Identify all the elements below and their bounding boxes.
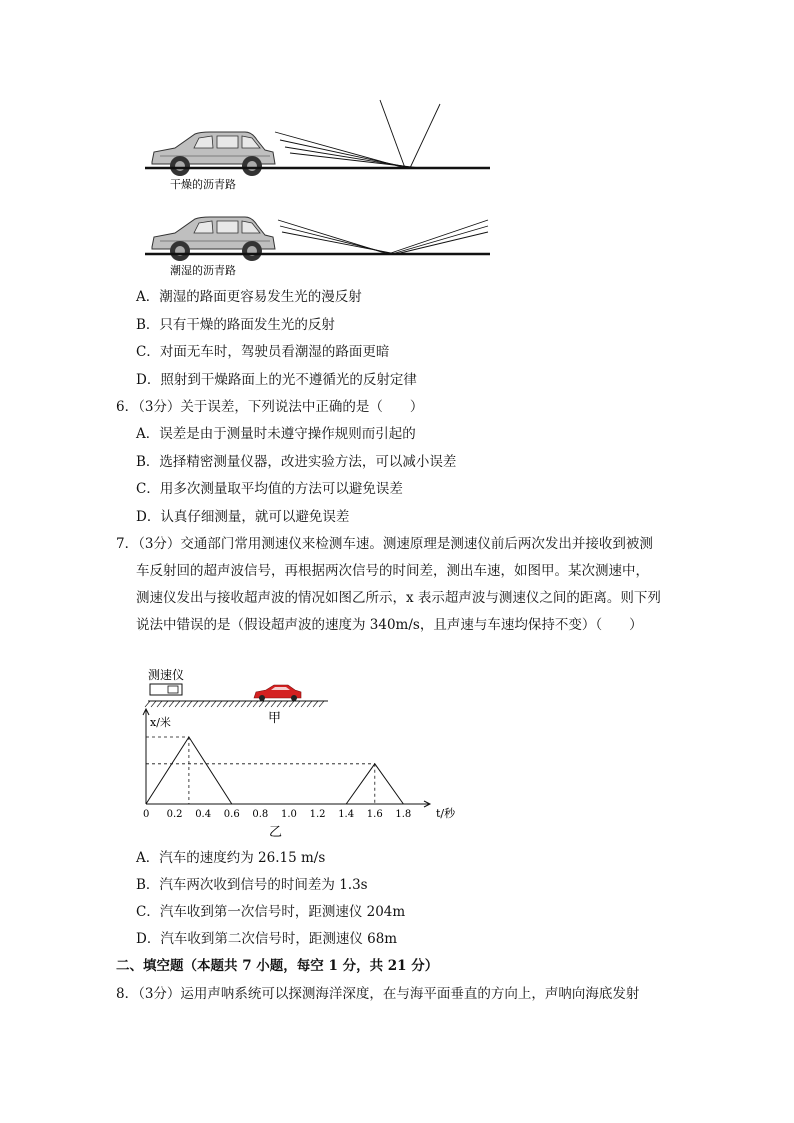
ground-hatch	[253, 701, 258, 707]
x-tick-label: 0.6	[223, 809, 240, 820]
q6-option-b[interactable]: B．选择精密测量仪器，改进实验方法，可以减小误差	[136, 454, 457, 470]
x-tick-label: 1.4	[338, 809, 355, 820]
ground-hatch	[169, 701, 174, 707]
ground-hatch	[229, 701, 234, 707]
q6-option-a[interactable]: A．误差是由于测量时未遵守操作规则而引起的	[136, 426, 416, 442]
ground-hatch	[319, 701, 324, 707]
ground-hatch	[259, 701, 264, 707]
q6-stem: 6．（3分）关于误差，下列说法中正确的是（ ）	[116, 399, 424, 415]
q7-stem-line-2: 车反射回的超声波信号，再根据两次信号的时间差，测出车速，如图甲。某次测速中，	[136, 563, 649, 579]
q7-stem-line-1: 7．（3分）交通部门常用测速仪来检测车速。测速原理是测速仪前后两次发出并接收到被测	[116, 536, 653, 552]
q8-stem: 8．（3分）运用声呐系统可以探测海洋深度，在与海平面垂直的方向上，声呐向海底发射	[116, 986, 640, 1002]
ground-hatch	[271, 701, 276, 707]
ground-hatch	[145, 701, 150, 707]
dry-rays	[275, 100, 440, 168]
ground-hatch	[211, 701, 216, 707]
ground-hatch	[265, 701, 270, 707]
yi-label: 乙	[269, 825, 283, 840]
q7-stem-line-4: 说法中错误的是（假设超声波的速度为 340m/s，且声速与车速均保持不变）（ ）	[136, 617, 643, 633]
x-tick-label: 0.4	[195, 809, 212, 820]
q7-option-a[interactable]: A．汽车的速度约为 26.15 m/s	[136, 850, 326, 866]
wet-road-label: 潮湿的沥青路	[170, 264, 236, 277]
reflection-figure	[140, 92, 510, 277]
car-dry-icon	[152, 132, 275, 176]
x-tick-label: 0.8	[252, 809, 269, 820]
ground-hatch	[175, 701, 180, 707]
ground-hatch	[217, 701, 222, 707]
q6-option-c[interactable]: C．用多次测量取平均值的方法可以避免误差	[136, 481, 403, 497]
q6-option-d[interactable]: D．认真仔细测量，就可以避免误差	[136, 509, 350, 525]
q5-option-c[interactable]: C．对面无车时，驾驶员看潮湿的路面更暗	[136, 344, 390, 360]
ground-hatch	[193, 701, 198, 707]
q5-option-b[interactable]: B．只有干燥的路面发生光的反射	[136, 317, 335, 333]
q7-option-c[interactable]: C．汽车收到第一次信号时，距测速仪 204m	[136, 904, 406, 920]
x-tick-label: 1.8	[395, 809, 412, 820]
ground-hatch	[151, 701, 156, 707]
ground-hatch	[187, 701, 192, 707]
q7-option-d[interactable]: D．汽车收到第二次信号时，距测速仪 68m	[136, 931, 398, 947]
ground-hatch	[247, 701, 252, 707]
speed-measure-figure	[138, 664, 468, 842]
dry-road-label: 干燥的沥青路	[170, 178, 236, 191]
red-car-icon	[254, 685, 301, 701]
ground-hatch	[301, 701, 306, 707]
ground-hatch	[181, 701, 186, 707]
ground-hatch	[277, 701, 282, 707]
ground-hatch	[313, 701, 318, 707]
wet-rays	[278, 220, 488, 254]
q5-option-a[interactable]: A．潮湿的路面更容易发生光的漫反射	[136, 289, 362, 305]
section-2-heading: 二、填空题（本题共 7 小题，每空 1 分，共 21 分）	[116, 958, 439, 974]
q7-stem-line-3: 测速仪发出与接收超声波的情况如图乙所示，x 表示超声波与测速仪之间的距离。则下列	[136, 590, 661, 606]
ground-hatch	[295, 701, 300, 707]
x-tick-label: 1.0	[281, 809, 297, 820]
q7-option-b[interactable]: B．汽车两次收到信号的时间差为 1.3s	[136, 877, 368, 893]
x-tick-label: 1.2	[309, 809, 326, 820]
device-label: 测速仪	[148, 668, 185, 682]
ground-hatch	[205, 701, 210, 707]
x-tick-label: 0	[143, 809, 150, 820]
q5-option-d[interactable]: D．照射到干燥路面上的光不遵循光的反射定律	[136, 372, 417, 388]
y-axis-label: x/米	[150, 716, 171, 729]
ground-hatch	[283, 701, 288, 707]
ground-hatch	[241, 701, 246, 707]
ground-hatch	[235, 701, 240, 707]
x-axis-label: t/秒	[436, 807, 456, 820]
ground-hatch	[307, 701, 312, 707]
ground-hatch	[157, 701, 162, 707]
x-tick-label: 1.6	[366, 809, 383, 820]
ground-hatch	[223, 701, 228, 707]
ground-hatch	[289, 701, 294, 707]
x-tick-label: 0.2	[166, 809, 183, 820]
jia-label: 甲	[268, 711, 282, 726]
ground-hatch	[163, 701, 168, 707]
ground-hatch	[199, 701, 204, 707]
